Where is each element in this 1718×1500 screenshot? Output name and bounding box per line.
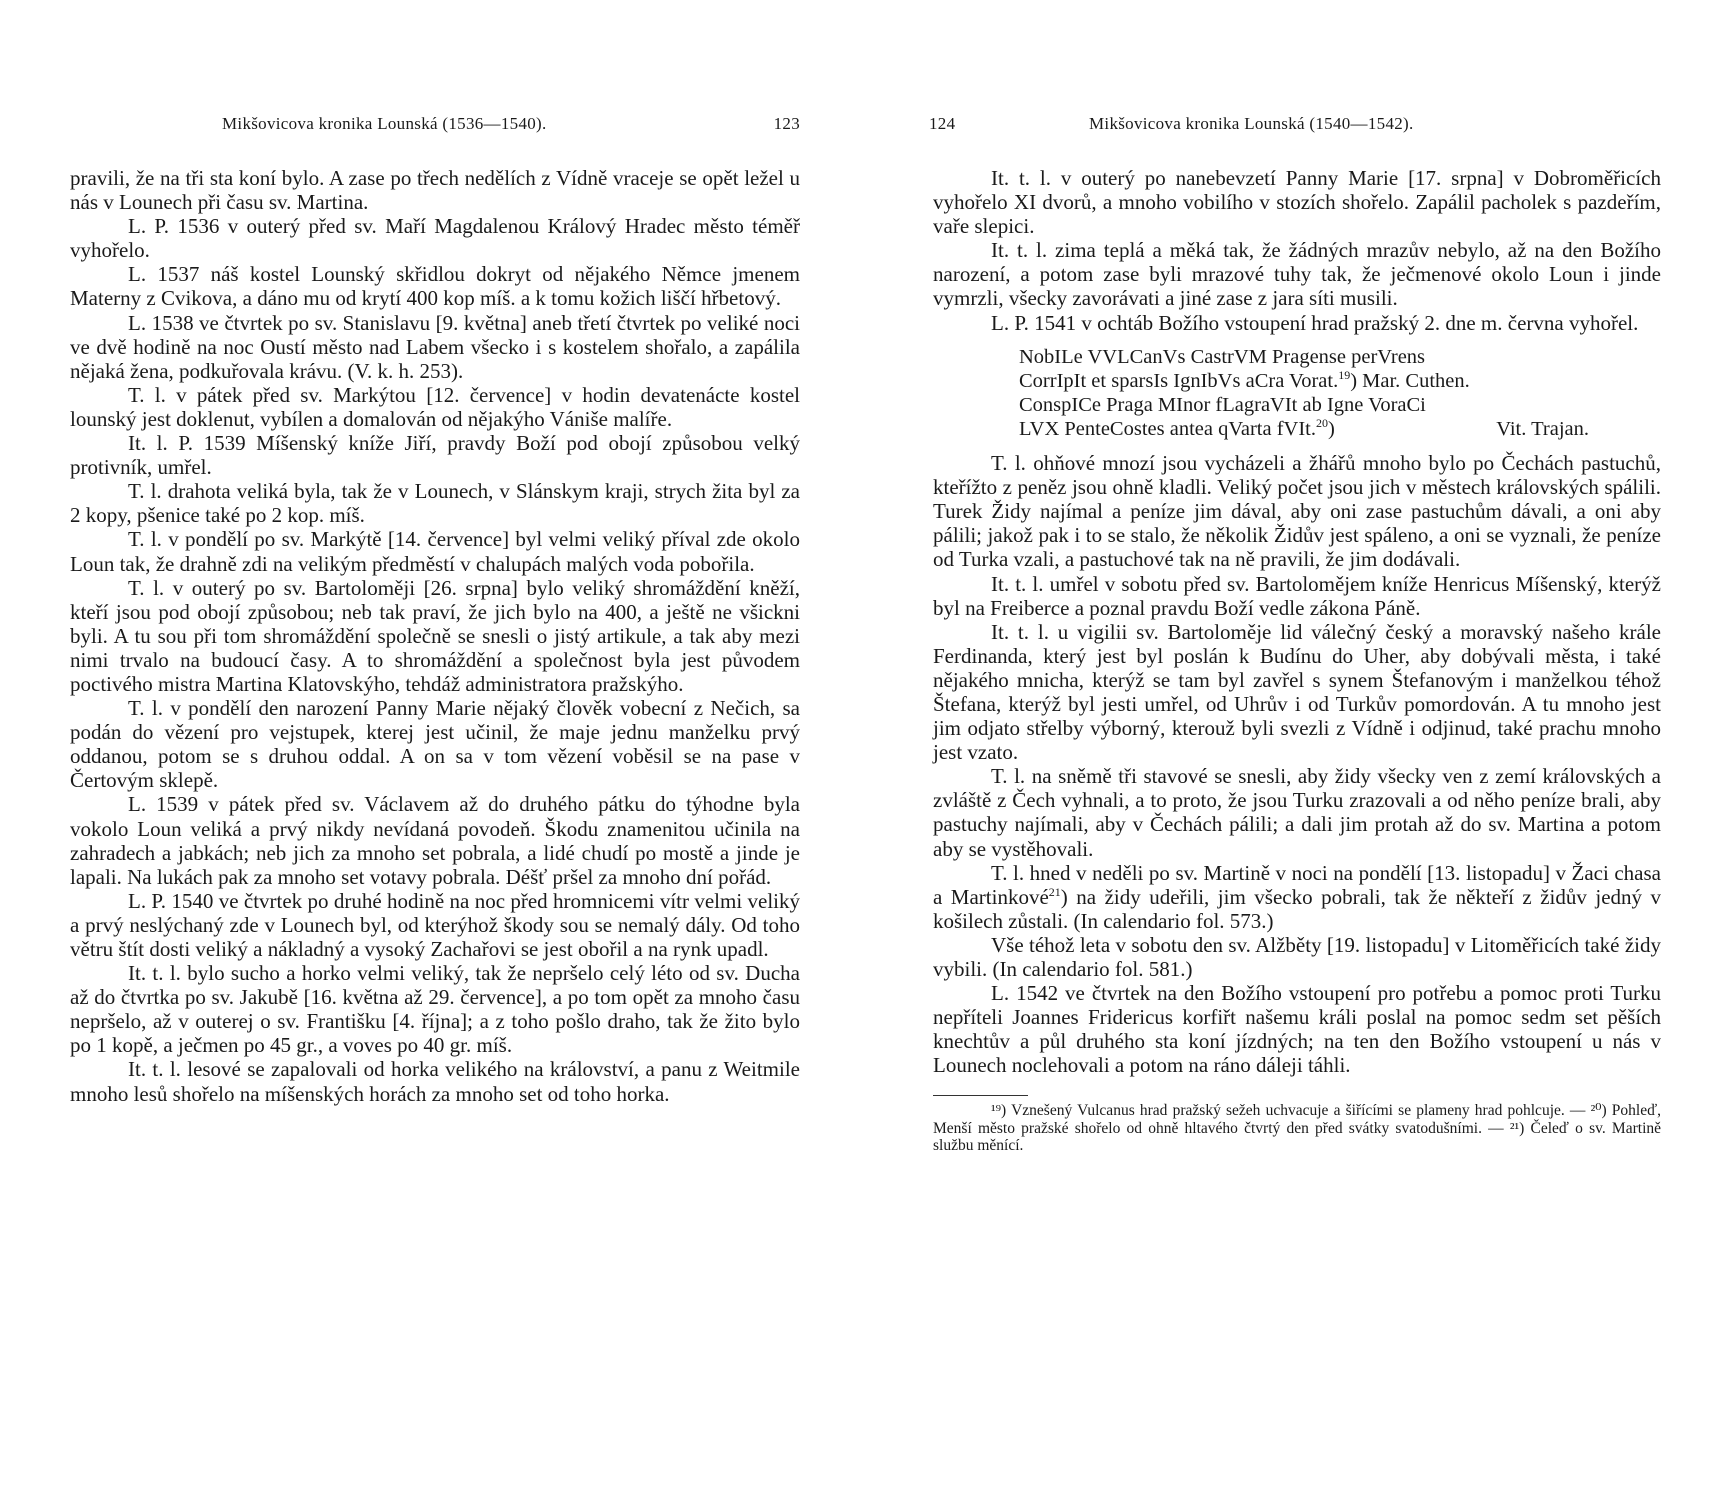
paragraph [70, 262, 800, 310]
paragraph [70, 311, 800, 383]
chronogram-line [1019, 369, 1589, 393]
chronogram-text: NobILe VVLCanVs CastrVM Pragense perVrens [1019, 345, 1426, 368]
paragraph [70, 431, 800, 479]
paragraph-text: It. t. l. zima teplá a měká tak, že žádných mrazův nebylo, až na den Božího narození, a potom zase byli mrazové tuhy tak, že ječmenové okolo Loun i jinde vymrzli, všecky zavorávati a jiné zase z jara síti musili. [933, 238, 1661, 311]
paragraph [933, 166, 1661, 238]
footnote-marker: 20 [1316, 416, 1328, 431]
paragraph-text: T. l. ohňové mnozí jsou vycházeli a žhářů mnoho bylo po Čechách pastuchů, kteřížto z peněz jsou ohně kladli. Veliký počet jsou jich v městech královských spálili. Turek Židy najímal a peníze jim dával, aby oni zase pastuchům dávali, a oni aby pálili; jakož pak i to se stalo, že několik Židův jest spáleno, a oni se vyznali, že peníze od Turka vzali, a pastuchové tak na ně pravili, že jim dodávali. [933, 451, 1661, 572]
paragraph [933, 238, 1661, 310]
paragraph-text: L. 1542 ve čtvrtek na den Božího vstoupení pro potřebu a pomoc proti Turku nepříteli Joannes Fridericus korfiřt našemu králi poslal na pomoc sedm set pěších knechtův a půl druhého sta koní jízdných; na ten den Božího vstoupení u nás v Lounech noclehovali a potom na ráno dáleji táhli. [933, 981, 1661, 1078]
chronogram-text: ConspICe Praga MInor fLagraVIt ab Igne VoraCi [1019, 393, 1426, 416]
paragraph-text: It. t. l. bylo sucho a horko velmi veliký, tak že nepršelo celý léto od sv. Ducha až do čtvrtka po sv. Jakubě [16. května až 29. července], a po tom opět za mnoho času nepršelo, až v outerej o sv. Františku [4. října]; a z toho pošlo draho, tak že žito bylo po 1 kopě, a ječmen po 45 gr., a voves po 40 gr. míš. [70, 961, 800, 1058]
body-text [70, 166, 800, 1106]
paragraph-text: pravili, že na tři sta koní bylo. A zase po třech nedělích z Vídně vraceje se opět ležel u nás v Lounech při času sv. Martina. [70, 166, 800, 215]
chronogram-text: LVX PenteCostes antea qVarta fVIt.$^{20}$) [1019, 416, 1335, 440]
paragraph-text: It. t. l. v outerý po nanebevzetí Panny Marie [17. srpna] v Dobroměřicích vyhořelo XI dvorů, a mnoho vobilího v stozích shořelo. Zapálil pacholek s pazdeřím, vaře slepici. [933, 166, 1661, 239]
paragraph-text: T. l. na sněmě tři stavové se snesli, aby židy všecky ven z zemí královských a zvláště z Čech vyhnali, a to proto, že jsou Turku zrazovali a od něho peníze brali, aby pastuchy najímali, aby v Čechách pálili; a dali jim protah až do sv. Martina a potom aby se vystěhovali. [933, 764, 1661, 861]
paragraph [70, 214, 800, 262]
paragraph-text: L. P. 1540 ve čtvrtek po druhé hodině na noc před hromnicemi vítr velmi veliký a prvý neslýchaný zde v Lounech byl, od kterýhož škody sou se nemalý dály. Od toho větru štít dosti veliký a nákladný a vysoký Zachařovi se jest obořil a na rynk upadl. [70, 888, 800, 961]
paragraph [933, 933, 1661, 981]
right-page [859, 0, 1718, 1500]
paragraph-text: It. t. l. lesové se zapalovali od horka velikého na království, a panu z Weitmile mnoho lesů shořelo na míšenských horách za mnoho set od toho horka. [70, 1057, 800, 1106]
chronogram-text: CorrIpIt et sparsIs IgnIbVs aCra Vorat.$^{19}$) Mar. Cuthen. [1019, 367, 1470, 392]
paragraph [70, 792, 800, 888]
paragraph [70, 889, 800, 961]
paragraphs-after [933, 451, 1661, 1077]
paragraph-text: T. l. hned v neděli po sv. Martině v noci na pondělí [13. listopadu] v Žaci chasa a Martinkové [933, 860, 1661, 909]
footnote-marker: 21 [1048, 884, 1061, 899]
chronogram-verse [1019, 345, 1661, 441]
chronogram-line [1019, 345, 1589, 369]
paragraph [933, 311, 1661, 335]
paragraphs-before [933, 166, 1661, 335]
page-number: 123 [773, 114, 800, 133]
paragraph-text-tail: ) na židy udeřili, jim všecko pobrali, tak že někteří z židův jedný v košilech zůstali. (In calendario fol. 573.) [933, 884, 1661, 933]
paragraph-text: L. P. 1541 v ochtáb Božího vstoupení hrad pražský 2. dne m. června vyhořel. [991, 310, 1639, 335]
paragraph-text: T. l. drahota veliká byla, tak že v Lounech, v Slánskym kraji, strych žita byl za 2 kopy, pšenice také po 2 kop. míš. [70, 479, 800, 528]
paragraph-text: It. t. l. umřel v sobotu před sv. Bartolomějem kníže Henricus Míšenský, kterýž byl na Freiberce a poznal pravdu Boží vedle zákona Páně. [933, 571, 1661, 620]
body-text [933, 166, 1661, 1155]
running-head-title: Mikšovicova kronika Lounská (1536—1540). [222, 114, 547, 133]
paragraph [70, 479, 800, 527]
paragraph-text: L. 1537 náš kostel Lounský skřidlou dokryt od nějakého Němce jmenem Materny z Cvikova, a dáno mu od krytí 400 kop míš. a k tomu kožich liščí hřbetový. [70, 262, 800, 311]
paragraph-text: Vše téhož leta v sobotu den sv. Alžběty [19. listopadu] v Litoměřicích také židy vybili. (In calendario fol. 581.) [933, 932, 1661, 981]
paragraph [70, 576, 800, 696]
paragraph-text: T. l. v pátek před sv. Markýtou [12. července] v hodin devatenácte kostel lounský jest doklenut, vybílen a domalován od nějakýho Vániše malíře. [70, 382, 800, 431]
paragraph [70, 383, 800, 431]
paragraph-text: T. l. v pondělí po sv. Markýtě [14. července] byl velmi veliký příval zde okolo Loun tak, že drahně zdi na velikým předměstí v chalupách malých voda pobořila. [70, 527, 800, 576]
paragraph [933, 620, 1661, 765]
paragraph [933, 451, 1661, 571]
chronogram-line [1019, 417, 1589, 441]
paragraph [933, 981, 1661, 1077]
running-head-title: Mikšovicova kronika Lounská (1540—1542). [1089, 114, 1414, 133]
chronogram-line [1019, 393, 1589, 417]
running-head [70, 113, 800, 135]
paragraph-text: It. t. l. u vigilii sv. Bartoloměje lid válečný český a moravský našeho krále Ferdinanda, který jest byl poslán k Budínu do Uher, aby dobývali města, i také nějakého mnicha, kterýž se tam byl zavřel s synem Štefanovým i manželkou téhož Štefana, kterýž byl jesti umřel, od Uhrův i od Turkův pomordován. A tu mnoho jest jim odjato střelby výborný, kterouž byli svezli z Vídně i odjinud, také prachu mnoho jest vzato. [933, 619, 1661, 765]
paragraph [933, 764, 1661, 860]
paragraph-text: L. P. 1536 v outerý před sv. Maří Magdalenou Králový Hradec město téměř vyhořelo. [70, 214, 800, 263]
paragraph [70, 961, 800, 1057]
paragraph [70, 527, 800, 575]
running-head [929, 113, 1659, 135]
footnote-rule [933, 1095, 1028, 1096]
paragraph [933, 572, 1661, 620]
paragraph-text: T. l. v pondělí den narození Panny Marie nějaký člověk vobecní z Nečich, sa podán do vězení pro vejstupek, kterej jest učinil, že maje jednu manželku prvý oddanou, potom se s druhou oddal. A on sa v tom vězení voběsil se na pase v Čertovým sklepě. [70, 696, 800, 793]
paragraph [933, 861, 1661, 933]
paragraph-text: T. l. v outerý po sv. Bartoloměji [26. srpna] bylo veliký shromáždění kněží, kteří jsou pod obojí způsobou; neb tak praví, že jich bylo na 400, a ještě ne všickni byli. A tu sou při tom shromáždění společně se snesli o jistý artikule, a tak aby mezi nimi trvalo na budoucí časy. A to shromáždění a společnost byla jest původem poctivého mistra Martina Klatovskýho, tehdáž administratora pražskýho. [70, 575, 800, 696]
paragraph-text: L. 1538 ve čtvrtek po sv. Stanislavu [9. května] aneb třetí čtvrtek po veliké noci ve dvě hodině na noc Oustí město nad Labem všecko i s kostelem shořalo, a zapálila nějaká žena, podkuřovala krávu. (V. k. h. 253). [70, 310, 800, 383]
footnotes: ¹⁹) Vznešený Vulcanus hrad pražský sežeh uchvacuje a šiřícími se plameny hrad pohlcuje. — ²⁰) Pohleď, Menší město pražské shořelo od ohně hltavého čtvrtý den před svátky svatodušními. — ²¹) Čeleď o sv. Martině službu měnící. [933, 1102, 1661, 1155]
paragraph [70, 166, 800, 214]
footnote-marker: 19 [1338, 367, 1351, 382]
chronogram-author: Vit. Trajan. [1496, 417, 1589, 440]
paragraph-text: L. 1539 v pátek před sv. Václavem až do druhého pátku do týhodne byla vokolo Loun veliká a prvý nikdy nevídaná povodeň. Škodu znamenitou učinila na zahradech a jabkách; neb jich za mnoho set pobrala, a lidé chudí po mostě a jinde je lapali. Na lukách pak za mnoho set votavy pobrala. Déšť pršel za mnoho dní pořád. [70, 792, 800, 889]
paragraph-text: It. l. P. 1539 Míšenský kníže Jiří, pravdy Boží pod obojí způsobou velký protivník, umřel. [70, 431, 800, 480]
paragraph [70, 696, 800, 792]
paragraph [70, 1057, 800, 1105]
page-number: 124 [929, 114, 956, 133]
